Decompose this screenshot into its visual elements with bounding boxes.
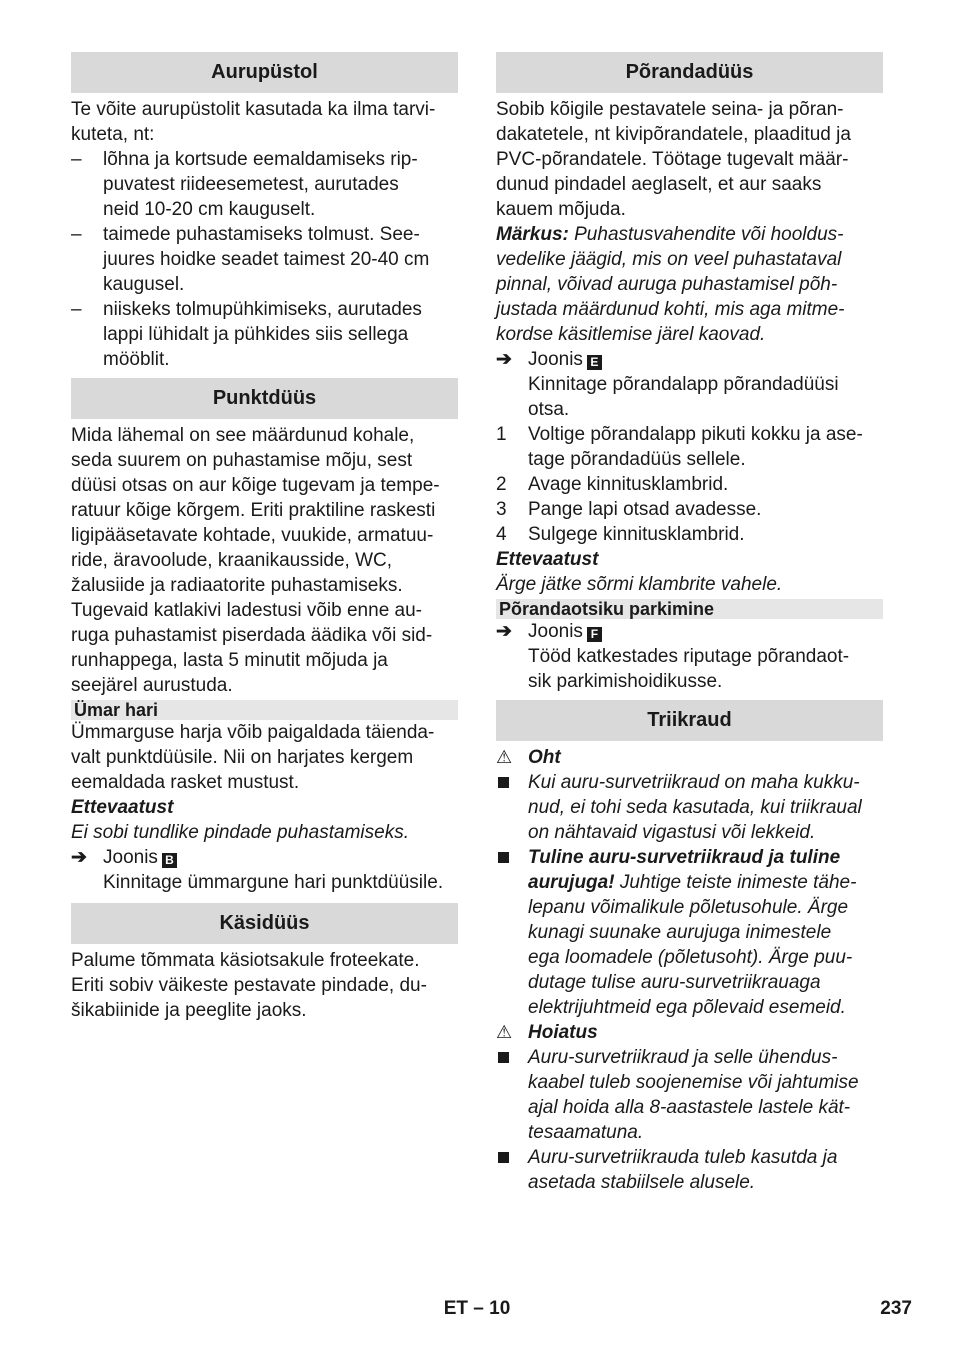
body-line: seda suurem on puhastamise mõju, sest — [71, 450, 413, 471]
footer-section-label: ET – 10 — [443, 1298, 511, 1319]
intro-line: Te võite aurupüstolit kasutada ka ilma tarvi- — [71, 99, 436, 120]
dash-bullet: – — [71, 224, 82, 245]
warning-line: asetada stabiilsele alusele. — [528, 1172, 756, 1193]
square-bullet-icon — [498, 777, 509, 788]
body-line: Palume tõmmata käsiotsakule froteekate. — [71, 950, 420, 971]
warning-line: kaabel tuleb soojenemise või jahtumise — [528, 1072, 859, 1093]
warning-item — [496, 1045, 883, 1145]
step-number: 2 — [496, 474, 507, 495]
body-line: Eriti sobiv väikeste pestavate pindade, du- — [71, 975, 427, 996]
dash-bullet: – — [71, 149, 82, 170]
note-line: justada määrdunud kohti, mis aga mitme- — [496, 299, 845, 320]
step-item — [496, 497, 883, 522]
left-column — [71, 52, 458, 1023]
step-number: 3 — [496, 499, 507, 520]
square-bullet-icon — [498, 1052, 509, 1063]
note-line: Märkus: Puhastusvahendite või hooldus- — [496, 224, 844, 245]
warning-heading — [496, 1020, 883, 1045]
list-item — [71, 147, 458, 222]
arrow-icon: ➔ — [496, 621, 512, 642]
step-item — [496, 422, 883, 472]
danger-line: on nähtavaid vigastusi või lekkeid. — [528, 822, 816, 843]
square-bullet-icon — [498, 1152, 509, 1163]
body-line: düüsi otsas on aur kõige tugevam ja tempe- — [71, 475, 440, 496]
step-number: 4 — [496, 524, 507, 545]
body-line: valt punktdüüsile. Nii on harjates kergem — [71, 747, 414, 768]
figure-text: otsa. — [528, 399, 570, 420]
body-line: PVC-põrandatele. Töötage tugevalt määr- — [496, 149, 849, 170]
dash-bullet: – — [71, 299, 82, 320]
body-line: ruga puhastamist piserdada äädika või sid- — [71, 625, 433, 646]
warning-line: Auru-survetriikrauda tuleb kasutda ja — [528, 1147, 838, 1168]
danger-bold-line: Tuline auru-survetriikraud ja tuline — [528, 847, 841, 868]
danger-line: dutage tulise auru-survetriikrauaga — [528, 972, 821, 993]
list-item-line: mööblit. — [103, 349, 170, 370]
body-line: ride, äravoolude, kraanikausside, WC, — [71, 550, 393, 571]
list-item-line: puvatest riideesemetest, aurutades — [103, 174, 399, 195]
body-line: eemaldada rasket mustust. — [71, 772, 300, 793]
list-item-line: lõhna ja kortsude eemaldamiseks rip- — [103, 149, 418, 170]
figure-letter-icon: E — [587, 355, 602, 370]
figure-reference — [496, 347, 883, 422]
body-line: kauem mõjuda. — [496, 199, 626, 220]
subheading-umar-hari: Ümar hari — [71, 700, 458, 720]
section-heading-porandaduus: Põrandadüüs — [496, 52, 883, 93]
list-item — [71, 222, 458, 297]
body-line: Mida lähemal on see määrdunud kohale, — [71, 425, 415, 446]
warning-item — [496, 1145, 883, 1195]
right-column — [496, 52, 883, 1195]
figure-label: Joonis — [528, 349, 583, 370]
intro-line: kuteta, nt: — [71, 124, 155, 145]
step-item — [496, 472, 883, 497]
danger-bold-line: aurujuga! — [528, 872, 615, 893]
step-line: tage põrandadüüs sellele. — [528, 449, 746, 470]
list-item-line: juures hoidke seadet taimest 20-40 cm — [103, 249, 430, 270]
figure-label: Joonis — [528, 621, 583, 642]
body-line: ratuur kõige kõrgem. Eriti praktiline raskesti — [71, 500, 436, 521]
warning-triangle-icon: ⚠ — [496, 747, 513, 767]
danger-item — [496, 770, 883, 845]
figure-reference — [496, 619, 883, 694]
warning-label: Hoiatus — [528, 1022, 598, 1043]
danger-line: Juhtige teiste inimeste tähe- — [614, 872, 857, 893]
figure-letter-icon: B — [162, 853, 177, 868]
body-line: seejärel aurustuda. — [71, 675, 233, 696]
section-heading-triikraud: Triikraud — [496, 700, 883, 741]
danger-label: Oht — [528, 747, 561, 768]
warning-line: ajal hoida alla 8-aastastele lastele kät- — [528, 1097, 851, 1118]
caution-text: Ei sobi tundlike pindade puhastamiseks. — [71, 822, 409, 843]
body-line: Tugevaid katlakivi ladestusi võib enne au- — [71, 600, 422, 621]
section-heading-aurupustol: Aurupüstol — [71, 52, 458, 93]
danger-line: kunagi suunake aurujuga inimestele — [528, 922, 832, 943]
danger-line: ega loomadele (põletusoht). Ärge puu- — [528, 947, 853, 968]
step-item — [496, 522, 883, 547]
figure-text: Kinnitage põrandalapp põrandadüüsi — [528, 374, 839, 395]
caution-label: Ettevaatust — [496, 549, 599, 570]
caution-label: Ettevaatust — [71, 797, 174, 818]
step-number: 1 — [496, 424, 507, 445]
body-line: žalusiide ja radiaatorite puhastamiseks. — [71, 575, 403, 596]
body-line: dakatetele, nt kivipõrandatele, plaaditud ja — [496, 124, 851, 145]
step-line: Voltige põrandalapp pikuti kokku ja ase- — [528, 424, 863, 445]
body-line: runhappega, lasta 5 minutit mõjuda ja — [71, 650, 388, 671]
note-line: pinnal, võivad auruga puhastamisel põh- — [496, 274, 838, 295]
list-item-line: kaugusel. — [103, 274, 185, 295]
figure-text: Kinnitage ümmargune hari punktdüüsile. — [103, 872, 444, 893]
warning-triangle-icon: ⚠ — [496, 1022, 513, 1042]
list-item-line: lappi lühidalt ja pühkides siis sellega — [103, 324, 409, 345]
section-heading-punktduus: Punktdüüs — [71, 378, 458, 419]
body-line: šikabiinide ja peeglite jaoks. — [71, 1000, 307, 1021]
danger-line: Kui auru-survetriikraud on maha kukku- — [528, 772, 860, 793]
figure-text: sik parkimishoidikusse. — [528, 671, 723, 692]
danger-line: nud, ei tohi seda kasutada, kui triikraual — [528, 797, 862, 818]
arrow-icon: ➔ — [71, 847, 87, 868]
step-line: Avage kinnitusklambrid. — [528, 474, 729, 495]
danger-line: elektrijuhtmeid ega põlevaid esemeid. — [528, 997, 846, 1018]
figure-letter-icon: F — [587, 627, 602, 642]
note-line: kordse käsitlemise järel kaovad. — [496, 324, 766, 345]
body-line: dunud pindadel aeglaselt, et aur saaks — [496, 174, 822, 195]
list-item-line: taimede puhastamiseks tolmust. See- — [103, 224, 420, 245]
section-heading-kasiduus: Käsidüüs — [71, 903, 458, 944]
warning-line: tesaamatuna. — [528, 1122, 644, 1143]
step-line: Pange lapi otsad avadesse. — [528, 499, 762, 520]
list-item-line: neid 10-20 cm kauguselt. — [103, 199, 316, 220]
square-bullet-icon — [498, 852, 509, 863]
arrow-icon: ➔ — [496, 349, 512, 370]
danger-line: lepanu võimalikule põletusohule. Ärge — [528, 897, 849, 918]
page-number: 237 — [880, 1298, 912, 1319]
list-item-line: niiskeks tolmupühkimiseks, aurutades — [103, 299, 422, 320]
note-label: Märkus: — [496, 224, 569, 245]
note-line: vedelike jäägid, mis on veel puhastataval — [496, 249, 842, 270]
figure-text: Tööd katkestades riputage põrandaot- — [528, 646, 850, 667]
body-line: ligipääsetavate kohtade, vuukide, armatuu- — [71, 525, 434, 546]
list-item — [71, 297, 458, 372]
danger-heading — [496, 745, 883, 770]
step-line: Sulgege kinnitusklambrid. — [528, 524, 745, 545]
body-line: Ümmarguse harja võib paigaldada täienda- — [71, 722, 435, 743]
figure-reference — [71, 845, 458, 895]
subheading-parkimine: Põrandaotsiku parkimine — [496, 599, 883, 619]
warning-line: Auru-survetriikraud ja selle ühendus- — [528, 1047, 838, 1068]
caution-text: Ärge jätke sõrmi klambrite vahele. — [496, 574, 783, 595]
body-line: Sobib kõigile pestavatele seina- ja põran- — [496, 99, 844, 120]
figure-label: Joonis — [103, 847, 158, 868]
danger-item — [496, 845, 883, 1020]
